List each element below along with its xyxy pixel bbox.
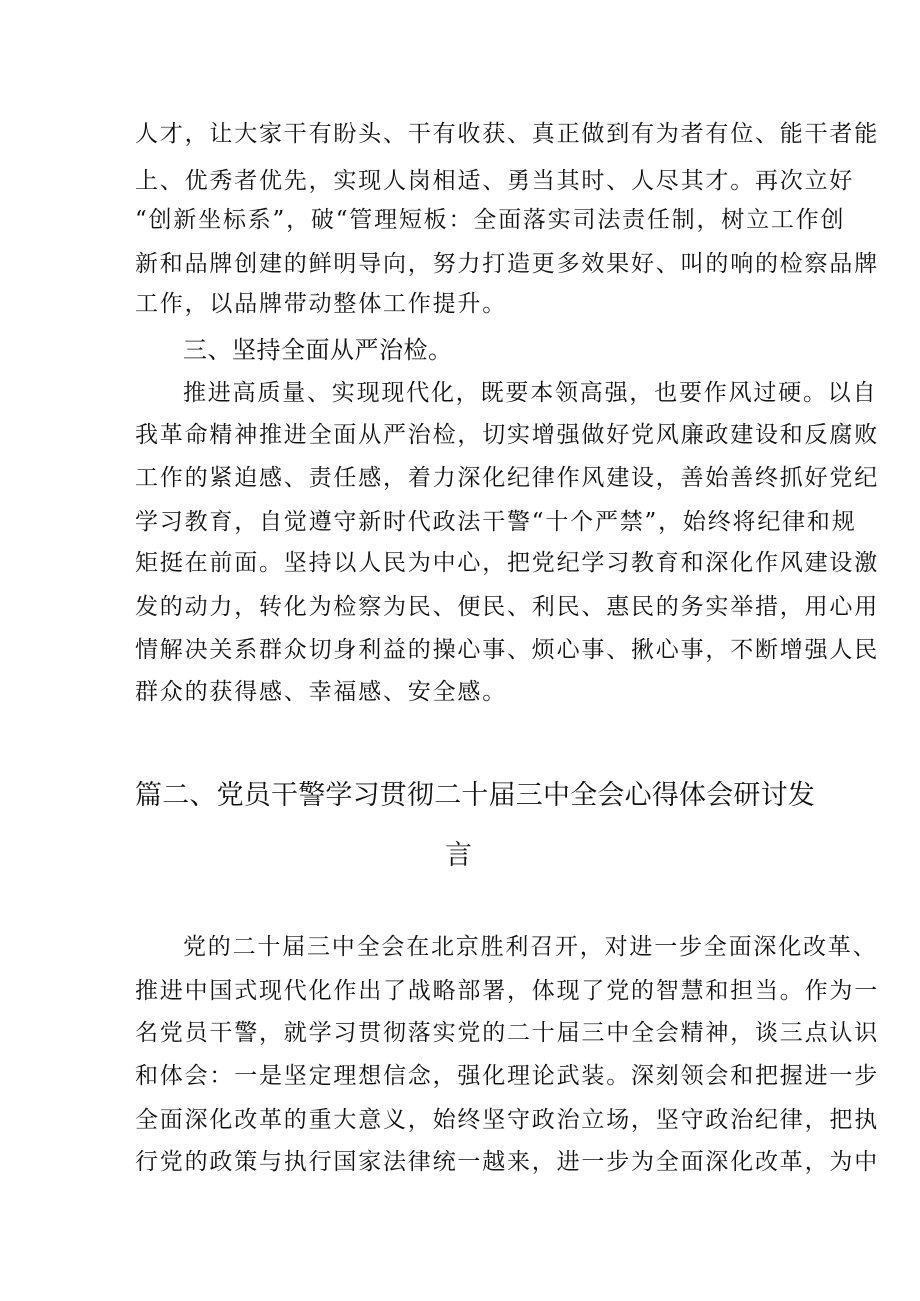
- paragraph-line: 全面深化改革的重大意义，始终坚守政治立场，坚守政治纪律，把执: [135, 1107, 879, 1133]
- paragraph-line: 党的二十届三中全会在北京胜利召开，对进一步全面深化改革、: [183, 934, 878, 960]
- paragraph-line: 人才，让大家干有盼头、干有收获、真正做到有为者有位、能干者能: [135, 121, 879, 147]
- paragraph-line: 行党的政策与执行国家法律统一越来，进一步为全面深化改革，为中: [135, 1149, 879, 1175]
- section-heading: 三、坚持全面从严治检。: [183, 336, 453, 364]
- article-title-continued: 言: [445, 840, 472, 871]
- paragraph-line: 情解决关系群众切身利益的操心事、烦心事、揪心事，不断增强人民: [135, 637, 879, 663]
- paragraph-line: “创新坐标系”，破“管理短板：全面落实司法责任制，树立工作创: [135, 207, 846, 233]
- paragraph-line: 学习教育，自觉遵守新时代政法干警“十个严禁”，始终将纪律和规: [135, 509, 857, 535]
- paragraph-line: 上、优秀者优先，实现人岗相适、勇当其时、人尽其才。再次立好: [135, 168, 855, 194]
- paragraph-line: 推进中国式现代化作出了战略部署，体现了党的智慧和担当。作为一: [135, 978, 879, 1004]
- paragraph-line: 工作，以品牌带动整体工作提升。: [135, 291, 507, 317]
- paragraph-line: 我革命精神推进全面从严治检，切实增强做好党风廉政建设和反腐败: [135, 422, 879, 448]
- paragraph-line: 推进高质量、实现现代化，既要本领高强，也要作风过硬。以自: [183, 380, 878, 406]
- paragraph-line: 名党员干警，就学习贯彻落实党的二十届三中全会精神，谈三点认识: [135, 1020, 879, 1046]
- paragraph-line: 工作的紧迫感、责任感，着力深化纪律作风建设，善始善终抓好党纪: [135, 465, 879, 491]
- paragraph-line: 发的动力，转化为检察为民、便民、利民、惠民的务实举措，用心用: [135, 594, 879, 620]
- paragraph-line: 群众的获得感、幸福感、安全感。: [135, 679, 507, 705]
- paragraph-line: 矩挺在前面。坚持以人民为中心，把党纪学习教育和深化作风建设激: [135, 550, 879, 576]
- article-title: 篇二、党员干警学习贯彻二十届三中全会心得体会研讨发: [135, 780, 815, 811]
- paragraph-line: 新和品牌创建的鲜明导向，努力打造更多效果好、叫的响的检察品牌: [135, 251, 879, 277]
- paragraph-line: 和体会：一是坚定理想信念，强化理论武装。深刻领会和把握进一步: [135, 1063, 879, 1089]
